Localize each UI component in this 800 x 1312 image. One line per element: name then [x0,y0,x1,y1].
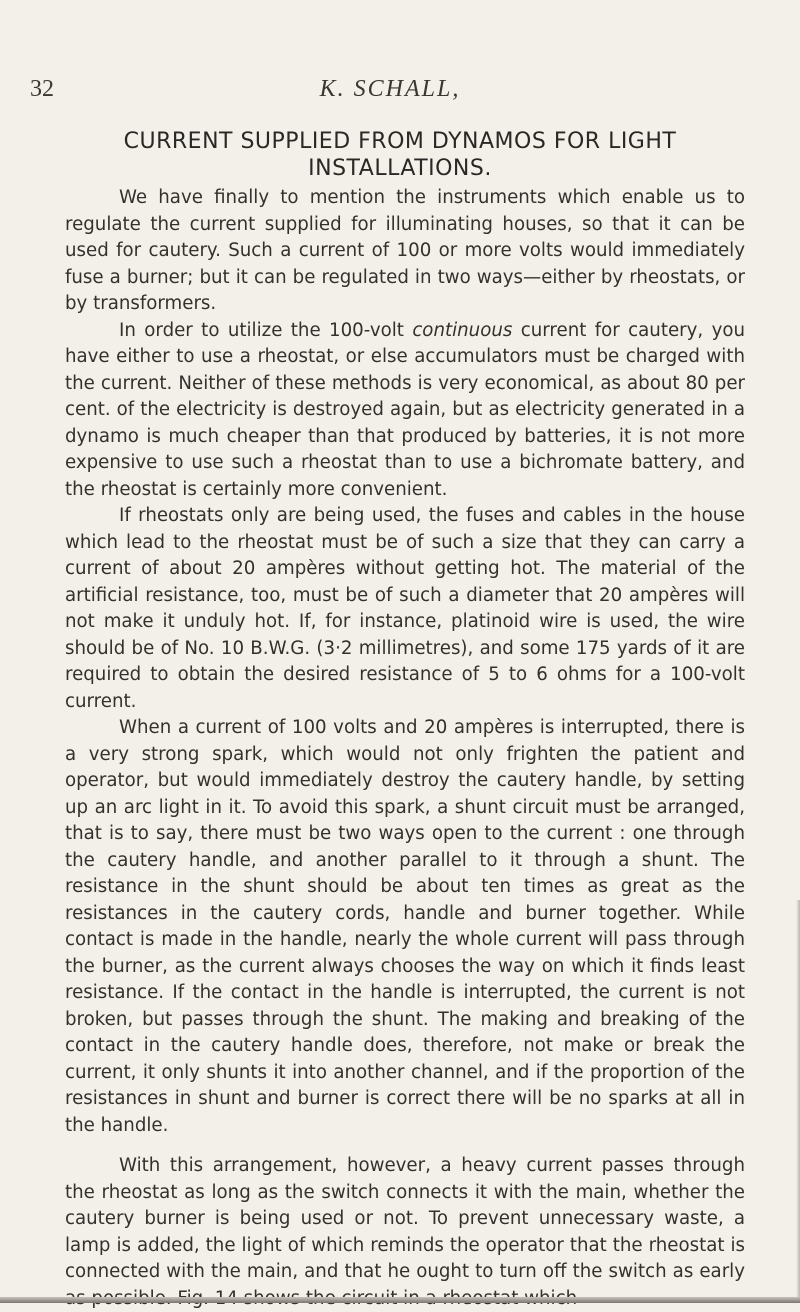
paragraph-4: When a current of 100 volts and 20 ampères is interrupted, there is a very strong spark, which would not only frighten the patient and operator, but would immediately destroy the cautery handle, by setting up an arc light in it. To avoid this spark, a shunt circuit must be arranged, that is to say, there must be two ways open to the current : one through the cautery handle, and another parallel to it through a shunt. The resistance in the shunt should be about ten times as great as the resistances in the cautery cords, handle and burner together. While contact is made in the handle, nearly the whole current will pass through the burner, as the current always chooses the way on which it finds least resistance. If the contact in the handle is interrupted, the current is not broken, but passes through the shunt. The making and breaking of the contact in the cautery handle does, therefore, not make or break the current, it only shunts it into another channel, and if the proportion of the resistances in shunt and burner is correct there will be no sparks at all in the handle. [65,717,745,1136]
page-number: 32 [30,76,54,102]
paragraph-2: In order to utilize the 100-volt continuous current for cautery, you have either to use a rheostat, or else accumulators must be charged with the current. Neither of these methods is very economical, as about 80 per cent. of the electricity is destroyed again, but as electricity generated in a dynamo is much cheaper than that produced by batteries, it is not more expensive to use such a rheostat than to use a bichromate battery, and the rheostat is certainly more convenient. [65,319,745,500]
section-title: CURRENT SUPPLIED FROM DYNAMOS FOR LIGHT INSTALLATIONS. [123,129,677,181]
running-head [30,76,750,106]
body-text [65,185,745,1312]
paragraph-3: If rheostats only are being used, the fuses and cables in the house which lead to the rheostat must be of such a size that they can carry a current of about 20 ampères without getting hot. The material of the artificial resistance, too, must be of such a diameter that 20 ampères will not make it unduly hot. If, for instance, platinoid wire is used, the wire should be of No. 10 B.W.G. (3·2 millimetres), and some 175 yards of it are required to obtain the desired resistance of 5 to 6 ohms for a 100-volt current. [65,505,745,712]
paragraph-5: With this arrangement, however, a heavy current passes through the rheostat as long as the switch connects it with the main, whether the cautery burner is being used or not. To prevent unnecessary waste, a lamp is added, the light of which reminds the operator that the rheostat is connected with the main, and that he ought to turn off the switch as early [65,1155,745,1282]
running-title: K. SCHALL, [319,76,461,102]
page-edge-shadow [796,900,800,1303]
page-bottom-edge [0,1297,800,1303]
paragraph-1: We have finally to mention the instruments which enable us to regulate the current supplied for illuminating houses, so that it can be used for cautery. Such a current of 100 or more volts would immediately fuse a burner; but it can be regulated in two ways—either by rheostats, or by transformers. [65,187,745,314]
